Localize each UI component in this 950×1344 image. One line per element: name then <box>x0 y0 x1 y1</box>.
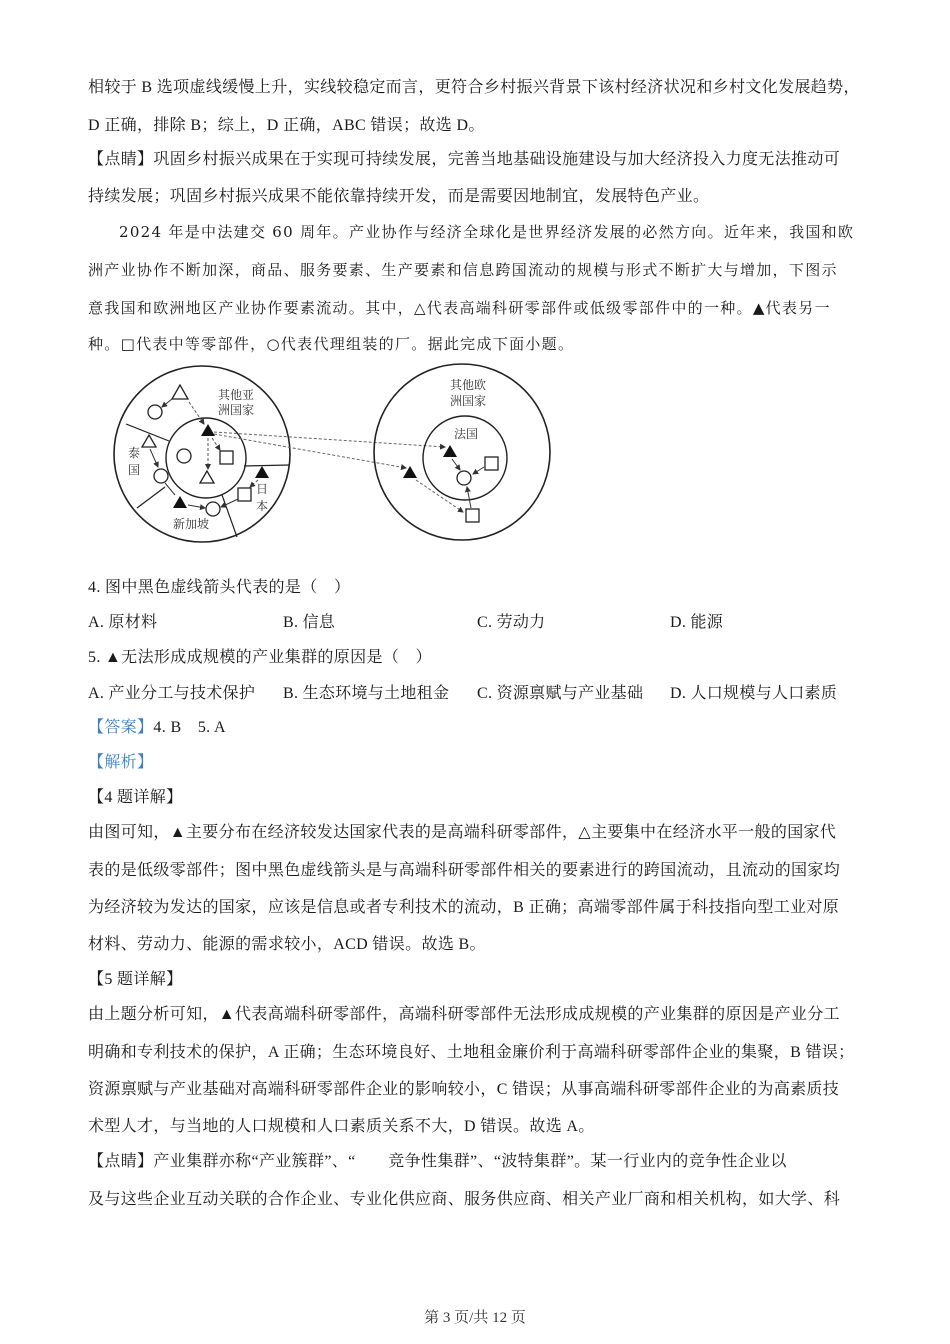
hollow-triangle-icon <box>142 435 156 447</box>
label-other-europe: 其他欧 <box>450 378 487 392</box>
question-5-option-a[interactable]: A. 产业分工与技术保护 <box>88 685 256 702</box>
assembly-plant-icon <box>148 405 162 419</box>
tip-text: 巩固乡村振兴成果在于实现可持续发展，完善当地基础设施建设与加大经济投入力度无法推动可 <box>153 151 841 168</box>
question-5-option-b[interactable]: B. 生态环境与土地租金 <box>283 685 450 702</box>
question-5-option-d[interactable]: D. 人口规模与人口素质 <box>670 685 838 702</box>
detail-4-line: 为经济较为发达的国家，应该是信息或者专利技术的流动，B 正确；高端零部件属于科技指向型工业对原 <box>88 899 840 916</box>
filled-triangle-icon <box>403 466 417 478</box>
assembly-plant-icon <box>154 469 168 483</box>
intro-line: 2024 年是中法建交 60 周年。产业协作与经济全球化是世界经济发展的必然方向。近年来，我国和欧 <box>119 223 855 241</box>
detail-5-line: 术型人才，与当地的人口规模和人口素质关系不大，D 错误。故选 A。 <box>88 1118 595 1135</box>
label-other-europe-2: 洲国家 <box>450 394 487 408</box>
hollow-triangle-icon <box>172 385 188 399</box>
detail-5-line: 由上题分析可知，▲代表高端科研零部件，高端科研零部件无法形成成规模的产业集群的原因是产业分工 <box>88 1006 840 1023</box>
flow-arrow <box>214 434 406 468</box>
detail-5-line: 明确和专利技术的保护，A 正确；生态环境良好、土地租金廉价利于高端科研零部件企业的集聚，B 错误； <box>88 1044 855 1061</box>
label-other-asia: 其他亚 <box>218 388 255 402</box>
tip-paragraph <box>88 150 878 170</box>
label-france: 法国 <box>454 427 479 441</box>
label-japan-2: 本 <box>256 499 269 513</box>
square-icon <box>485 457 498 470</box>
detail-5-label: 【5 题详解】 <box>88 971 183 988</box>
detail-4-line: 表的是低级零部件；图中黑色虚线箭头是与高端科研零部件相关的要素进行的跨国流动，且流动的国家均 <box>88 862 841 879</box>
intro-line: 种。□代表中等零部件，○代表代理组装的厂。据此完成下面小题。 <box>88 335 575 353</box>
filled-triangle-icon <box>443 445 457 457</box>
question-4-option-a[interactable]: A. 原材料 <box>88 614 158 631</box>
answer-line <box>88 718 878 738</box>
question-4-stem: 4. 图中黑色虚线箭头代表的是（ ） <box>88 579 351 596</box>
detail-4-line: 材料、劳动力、能源的需求较小，ACD 错误。故选 B。 <box>88 936 486 953</box>
tip-label: 【点睛】 <box>88 1153 154 1170</box>
filled-triangle-icon <box>255 466 269 478</box>
assembly-plant-icon <box>457 471 471 485</box>
label-thailand: 泰 <box>128 446 141 460</box>
hollow-triangle-icon <box>200 471 214 483</box>
label-other-asia-2: 洲国家 <box>218 403 255 417</box>
assembly-plant-icon <box>177 449 191 463</box>
tip-label: 【点睛】 <box>88 151 154 168</box>
question-5-option-c[interactable]: C. 资源禀赋与产业基础 <box>477 685 644 702</box>
tip-line: 及与这些企业互动关联的合作企业、专业化供应商、服务供应商、相关产业厂商和相关机构，如大学、科 <box>88 1191 841 1208</box>
detail-4-label: 【4 题详解】 <box>88 789 183 806</box>
industry-cooperation-diagram <box>110 362 560 547</box>
filled-triangle-icon <box>201 424 215 436</box>
answer-value: 4. B 5. A <box>153 719 226 736</box>
intro-line: 洲产业协作不断加深，商品、服务要素、生产要素和信息跨国流动的规模与形式不断扩大与增加，下图示 <box>88 261 838 279</box>
square-icon <box>220 451 233 464</box>
square-icon <box>466 509 479 522</box>
intro-line: 意我国和欧洲地区产业协作要素流动。其中，△代表高端科研零部件或低级零部件中的一种。▲代表另一 <box>88 299 831 317</box>
label-thailand-2: 国 <box>128 463 141 477</box>
paragraph-line: 持续发展；巩固乡村振兴成果不能依靠持续开发，而是需要因地制宜，发展特色产业。 <box>88 188 710 205</box>
asia-circle <box>114 366 290 542</box>
tip-paragraph-2 <box>88 1152 878 1172</box>
square-icon <box>238 488 251 501</box>
answer-label: 【答案】 <box>88 719 154 736</box>
filled-triangle-icon <box>173 496 187 508</box>
page-indicator: 第 3 页/共 12 页 <box>424 1310 526 1326</box>
paragraph-line: 相较于 B 选项虚线缓慢上升，实线较稳定而言，更符合乡村振兴背景下该村经济状况和乡村文化发展趋势， <box>88 79 860 96</box>
question-5-stem: 5. ▲无法形成成规模的产业集群的原因是（ ） <box>88 649 432 666</box>
question-4-option-d[interactable]: D. 能源 <box>670 614 724 631</box>
assembly-plant-icon <box>206 502 220 516</box>
europe-circle <box>374 364 550 540</box>
paragraph-line: D 正确，排除 B；综上，D 正确，ABC 错误；故选 D。 <box>88 117 485 134</box>
question-4-option-b[interactable]: B. 信息 <box>283 614 336 631</box>
flow-arrow <box>214 432 445 447</box>
detail-4-line: 由图可知，▲主要分布在经济较发达国家代表的是高端科研零部件，△主要集中在经济水平一般的国家代 <box>88 824 837 841</box>
detail-5-line: 资源禀赋与产业基础对高端科研零部件企业的影响较小，C 错误；从事高端科研零部件企业的为高素质技 <box>88 1081 840 1098</box>
label-japan: 日 <box>256 482 269 496</box>
tip-text: 产业集群亦称“产业簇群”、“ 竞争性集群”、“波特集群”。某一行业内的竞争性企业以 <box>153 1153 787 1170</box>
analysis-label: 【解析】 <box>88 754 154 771</box>
question-4-option-c[interactable]: C. 劳动力 <box>477 614 546 631</box>
label-singapore: 新加坡 <box>173 517 210 531</box>
